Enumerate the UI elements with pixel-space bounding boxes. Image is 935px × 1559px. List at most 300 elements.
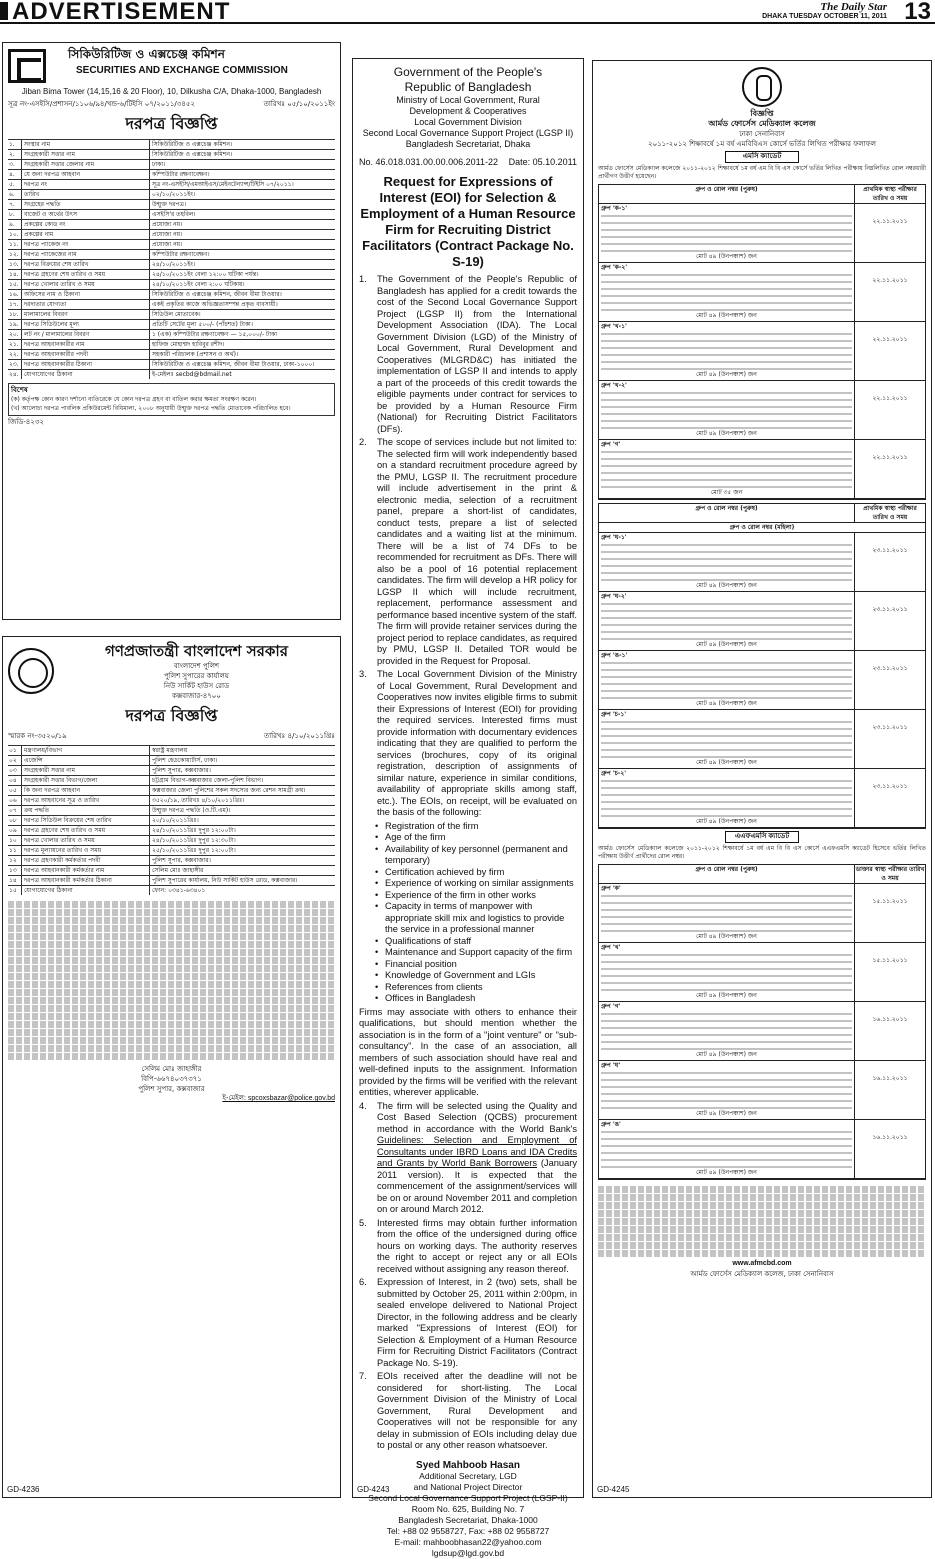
table-row	[8, 159, 335, 169]
row-number: ১৫	[8, 886, 22, 895]
sec-logo-icon	[8, 49, 46, 83]
table-row	[8, 329, 335, 339]
result-group	[599, 884, 925, 943]
afmc-intro-2: আর্মড ফোর্সেস মেডিক্যাল কলেজে ২০১১-২০১২ শিক্ষাবর্ষে ১ম বর্ষ এম বি বি এস কোর্সে এএফএমসি ক্যাডেট হিসেবে ভর্তির লিখিত পরীক্ষায় উত্তীর্ণ প্রার্থীদের রোল নম্বর।	[598, 845, 926, 860]
eoi-para-4a: The firm will be selected using the Quality and Cost Based Selection (QCBS) procurement method in accordance with the World Bank's	[377, 1100, 577, 1134]
group-total: মোট ৪৯ (উনপঞ্চাশ) জন	[696, 759, 757, 766]
exam-date: ২৩.১১.২০১১	[872, 606, 908, 613]
table-row	[8, 359, 335, 369]
row-number: ১১.	[8, 240, 22, 249]
eoi-signature-block	[359, 1460, 577, 1559]
afmc-grid-3-head	[599, 865, 925, 884]
police-masthead	[8, 641, 335, 701]
exam-date: ২৩.১১.২০১১	[872, 783, 908, 790]
sec-ref-number: সূত্র নং-এসইসি/প্রশাসন/১১০৬/৯৪/খন্ড-৬/টিইসি ০৭/২০১১/৩৪৫২	[8, 100, 195, 108]
eoi-para-7-text: EOIs received after the deadline will not be considered for short-listing. The Local Government Division of the Ministry of Local Government, Rural Development and Cooperatives will not be responsible for any delay in submission of EOIs including delay due to postal or any other reason whatsoever.	[377, 1371, 577, 1450]
roll-numbers	[601, 213, 852, 253]
row-label: দরপত্র আহবানকারী কর্মকর্তার নাম	[22, 866, 150, 875]
eoi-para-5-text: Interested firms may obtain further information from the office of the undersigned during office hours on working days. The authority reserves the right to accept or reject any or all EOIs received without assigning any reason thereof.	[377, 1217, 577, 1274]
row-number: ১৮.	[8, 310, 22, 319]
row-number: ৯.	[8, 220, 22, 229]
eoi-para-3b-text: Firms may associate with others to enhance their qualifications, but should mention whether the association is in the form of a "joint venture" or "sub-consultancy". In the case of an association, all members of such association should have real and well-defined inputs to the assignment. Information provided by the firms will be verified with the relevant entities, wherever applicable.	[359, 1006, 577, 1097]
row-value: হাফিজ মোহাম্মদ হাবিবুর রশীদ।	[152, 341, 225, 348]
row-label: সংগ্রহকারী সত্তার বিভাগ/জেলা	[22, 776, 150, 785]
eoi-project: Second Local Governance Support Project (LGSP II)	[362, 128, 574, 138]
table-row	[8, 805, 335, 815]
table-row	[8, 755, 335, 765]
roll-numbers	[601, 778, 852, 818]
exam-date: ২২.১১.২০১১	[872, 218, 908, 225]
police-sub1: বাংলাদেশ পুলিশ	[173, 662, 220, 670]
table-row	[8, 179, 335, 189]
table-row	[8, 199, 335, 209]
afmc-col-main-2: গ্রুপ ও রোল নম্বর (পুরুষ)	[599, 504, 855, 522]
sec-name-english: SECURITIES AND EXCHANGE COMMISSION	[76, 65, 288, 76]
table-row	[8, 349, 335, 359]
row-number: ২০.	[8, 330, 22, 339]
result-group	[599, 651, 925, 710]
list-item: • Offices in Bangladesh	[385, 993, 577, 1005]
row-label: দরপত্র গ্রহণের শেষ তারিখ ও সময়	[22, 826, 150, 835]
table-row	[8, 189, 335, 199]
group-total: মোট ৪৯ (উনপঞ্চাশ) জন	[696, 371, 757, 378]
result-group	[599, 710, 925, 769]
row-label: দরপত্র গ্রহণের শেষ তারিখ ও সময়	[22, 270, 150, 279]
police-signature-block	[8, 1064, 335, 1094]
header-bar-mark	[0, 2, 8, 20]
result-group	[599, 440, 925, 499]
roll-numbers	[601, 660, 852, 700]
row-label: দরপত্র আহবানের সূত্র ও তারিখ	[22, 796, 150, 805]
newspaper-name: The Daily Star	[820, 1, 887, 13]
group-total: মোট ৪৯ (উনপঞ্চাশ) জন	[696, 1051, 757, 1058]
row-label: যে জন্য দরপত্র আহবান	[22, 170, 150, 179]
row-value: ২৪/১০/২০১১খ্রিঃ দুপুর ১২:০০টা।	[152, 827, 236, 834]
row-number: ৮.	[8, 210, 22, 219]
row-label: দরপত্র প্যাকেজের নাম	[22, 250, 150, 259]
row-value: ২৪/১০/২০১১খ্রিঃ দুপুর ১২:৩০টা।	[152, 837, 236, 844]
roll-numbers	[601, 1011, 852, 1051]
row-value: ঢাকা।	[152, 161, 166, 168]
table-row	[8, 229, 335, 239]
result-group	[599, 943, 925, 1002]
eoi-para-3-text: The Local Government Division of the Ministry of Local Government, Rural Development and Cooperatives now invites eligible firms to submit their Expressions of Interest (EOI) for providing the required services. Interested firms must provide information with documentary evidences indicating that they are qualified to perform the services (brochures, copy of its original registration, description of assignments of similar nature, experience in similar conditions, availability of appropriate skills among staff, etc.). The EOIs, on receipt, will be evaluated on the basis of the following:	[377, 669, 577, 817]
eoi-para-6: 6. Expression of Interest, in 2 (two) sets, shall be submitted by October 25, 2011 within 2:00pm, in sealed envelope delivered to National Project Director, in the following address and be clearly marked "Expressions of Interest (EOI) for Selection & Employment of a Human Resource Firm for Recruiting District Facilitators (Contract Package No. S-19).	[359, 1277, 577, 1368]
sec-ad-code: জিডি-৪২৩২	[8, 419, 44, 426]
list-item: • References from clients	[385, 982, 577, 994]
row-value: সূত্র নং-এসইসি/এমআইএস/মেইনটেন্যান্স/টিইসি ০৭/২০১১।	[152, 181, 294, 188]
group-label: গ্রুপ 'ঘ'	[601, 1062, 621, 1069]
afmc-mc-cadet-badge: এমসি ক্যাডেট	[725, 151, 799, 163]
row-value: সিকিউরিটিজ ও এক্সচেঞ্জ কমিশন।	[152, 141, 233, 148]
eoi-ref-number: No. 46.018.031.00.00.006.2011-22	[359, 157, 498, 167]
sec-tender-table	[8, 139, 335, 379]
sec-name-bangla: সিকিউরিটিজ ও এক্সচেঞ্জ কমিশন	[68, 47, 225, 61]
sec-reference	[8, 99, 335, 109]
roll-numbers	[601, 719, 852, 759]
row-value: ২০/১০/২০১১খ্রিঃ।	[152, 817, 199, 824]
eoi-gov-line2: Republic of Bangladesh	[404, 80, 532, 94]
row-number: ১৭.	[8, 300, 22, 309]
roll-numbers	[601, 1129, 852, 1169]
roll-numbers	[601, 601, 852, 641]
row-number: ২৩.	[8, 360, 22, 369]
afmc-col-main: গ্রুপ ও রোল নম্বর (পুরুষ)	[599, 185, 855, 203]
afmc-grid-2-head	[599, 504, 925, 523]
result-group	[599, 381, 925, 440]
eoi-para-4: 4. The firm will be selected using the Quality and Cost Based Selection (QCBS) procurement method in accordance with the World Bank's Guidelines: Selection and Employment of Consultants under IBRD Loans and IDA Credits and Grants by World Bank Borrowers (January 2011 version). It is expected that the commencement of the assignment/services will be on or around November 2011 and completion on or around March 2012.	[359, 1100, 577, 1214]
row-label: দরপত্র আহবানকারী কর্মকর্তার ঠিকানা	[22, 876, 150, 885]
eoi-email[interactable]: E-mail: mahboobhasan22@yahoo.com	[394, 1536, 542, 1547]
page-header	[0, 0, 935, 24]
group-label: গ্রুপ 'ক'	[601, 885, 621, 892]
row-label: যোগাযোগের ঠিকানা	[22, 370, 150, 379]
table-row	[8, 309, 335, 319]
row-number: ০২	[8, 756, 22, 765]
eoi-para-1-text: The Government of the People's Republic of Bangladesh has applied for a credit towards the cost of the Second Local Governance Support Project (LGSP II) from the International Development Association (IDA). The Local Government Division (LGD) of the Ministry of Local Government, Rural Development and Cooperatives (MLGRD&C) has initiated the implementation of LGSP II and intends to apply a part of the proceeds of this credit towards the eligible payments under contract for services to be provided by a Human Resource Firm (National) for Recruiting District Facilitators (DFs).	[377, 274, 577, 434]
afmc-emblem-icon	[742, 67, 782, 107]
afmc-result-ad	[592, 60, 932, 1498]
police-signer-title: পুলিশ সুপার, কক্সবাজার	[138, 1085, 205, 1093]
eoi-secretariat: Bangladesh Secretariat, Dhaka-1000	[398, 1514, 538, 1525]
roll-numbers	[601, 449, 852, 489]
eoi-reference	[359, 156, 577, 168]
group-label: গ্রুপ 'ঙ-১'	[601, 652, 628, 659]
afmc-col-right-2: প্রাথমিক স্বাস্থ্য পরীক্ষার তারিখ ও সময়	[863, 505, 917, 521]
row-label: এজেন্সি	[22, 756, 150, 765]
row-value: সিকিউরিটিজ ও এক্সচেঞ্জ কমিশন, জীবন বীমা টাওয়ার।	[152, 291, 282, 298]
issue-date: DHAKA TUESDAY OCTOBER 11, 2011	[762, 13, 887, 20]
result-group	[599, 592, 925, 651]
row-value: এসইসি'র তহবিল।	[152, 211, 196, 218]
exam-date: ২২.১১.২০১১	[872, 336, 908, 343]
afmc-col-main-3: গ্রুপ ও রোল নম্বর (পুরুষ)	[599, 865, 855, 883]
group-total: মোট ৪৯ (উনপঞ্চাশ) জন	[696, 1110, 757, 1117]
exam-date: ১৫.১১.২০১১	[872, 898, 908, 905]
exam-date: ১৬.১১.২০১১	[872, 1134, 908, 1141]
row-label: সংগ্রহের পদ্ধতি	[22, 200, 150, 209]
table-row	[8, 825, 335, 835]
row-number: ১৩	[8, 866, 22, 875]
row-label: দরপত্র সিডিউলের মূল্য	[22, 320, 150, 329]
row-number: ০৭	[8, 806, 22, 815]
group-label: গ্রুপ 'খ-১'	[601, 323, 627, 330]
eoi-ref-date: Date: 05.10.2011	[508, 157, 577, 167]
row-label: দরপত্র নং	[22, 180, 150, 189]
roll-numbers	[601, 1070, 852, 1110]
police-memo-number: স্মারক নং-৩৫২০/১৯	[8, 732, 67, 740]
row-number: ১.	[8, 140, 22, 149]
table-row	[8, 339, 335, 349]
roll-numbers	[601, 272, 852, 312]
eoi-para-5: 5. Interested firms may obtain further information from the office of the undersigned during office hours on working days. The authority reserves the right to accept or reject any or all EOIs received without assigning any reason thereof.	[359, 1217, 577, 1274]
police-sub4: কক্সবাজার-৪৭০০	[172, 692, 221, 700]
row-label: প্রকল্পের নাম	[22, 230, 150, 239]
afmc-ad-code: GD-4245	[597, 1485, 630, 1494]
row-label: বাজেট ও অর্থের উৎস	[22, 210, 150, 219]
exam-date: ২২.১১.২০১১	[872, 454, 908, 461]
police-sub3: নিউ সার্কিট হাউস রোড	[163, 682, 230, 690]
exam-date: ২৩.১১.২০১১	[872, 724, 908, 731]
row-value: কক্সবাজার জেলা পুলিশের সকল সদস্যের জন্য রেশন সামগ্রী ক্রয়।	[152, 787, 306, 794]
group-label: গ্রুপ 'ক-২'	[601, 264, 628, 271]
table-row	[8, 319, 335, 329]
government-seal-icon	[8, 648, 54, 694]
eoi-division: Local Government Division	[414, 117, 522, 127]
group-total: মোট ৪৯ (উনপঞ্চাশ) জন	[696, 312, 757, 319]
row-label: প্রকল্পের কোড নং	[22, 220, 150, 229]
eoi-location: Bangladesh Secretariat, Dhaka	[405, 139, 531, 149]
table-row	[8, 815, 335, 825]
group-total: মোট ৪৯ (উনপঞ্চাশ) জন	[696, 430, 757, 437]
afmc-col-right: প্রাথমিক স্বাস্থ্য পরীক্ষার তারিখ ও সময়	[863, 186, 917, 202]
row-number: ১৫.	[8, 280, 22, 289]
afmc-location: ঢাকা সেনানিবাস	[739, 130, 785, 138]
exam-date: ২৩.১১.২০১১	[872, 547, 908, 554]
row-value: প্রযোজ্য নয়।	[152, 231, 183, 238]
row-value: সহকারী পরিচালক (প্রশাসন ও অর্থ)।	[152, 351, 239, 358]
row-value: সিকিউরিটিজ ও এক্সচেঞ্জ কমিশন।	[152, 151, 233, 158]
result-group	[599, 263, 925, 322]
group-total: মোট ৩৫ জন	[710, 489, 743, 496]
table-row	[8, 865, 335, 875]
row-value: সিকিউরিটিজ ও এক্সচেঞ্জ কমিশন, জীবন বীমা টাওয়ার, ঢাকা-১০০০।	[152, 361, 315, 368]
row-label: দরপত্র বিক্রয়ের শেষ তারিখ	[22, 260, 150, 269]
row-value: কম্পিউটার রক্ষণাবেক্ষণ।	[152, 251, 210, 258]
police-tender-table	[8, 745, 335, 895]
table-row	[8, 885, 335, 895]
result-group	[599, 1002, 925, 1061]
eoi-para-1: 1. The Government of the People's Republic of Bangladesh has applied for a credit towards the cost of the Second Local Governance Support Project (LGSP II) from the International Development Association (IDA). The Local Government Division (LGD) of the Ministry of Local Government, Rural Development and Cooperatives (MLGRD&C) has initiated the implementation of LGSP II and intends to apply a part of the proceeds of this credit towards the eligible payments under contract for services to be provided by a Human Resource Firm (National) for Recruiting District Facilitators (DFs).	[359, 274, 577, 434]
row-value: চট্টগ্রাম বিভাগ-কক্সবাজার জেলা-পুলিশ বিভাগ।	[152, 777, 264, 784]
row-value: সিডিউল মোতাবেক।	[152, 311, 201, 318]
row-label: তারিখ	[22, 190, 150, 199]
group-total: মোট ৪৯ (উনপঞ্চাশ) জন	[696, 641, 757, 648]
row-value: প্রতিটি সেটের মূল্য ৫০০/- (পাঁচশত) টাকা।	[152, 321, 253, 328]
exam-date: ১৬.১১.২০১১	[872, 1016, 908, 1023]
exam-date: ২২.১১.২০১১	[872, 277, 908, 284]
row-number: ২১.	[8, 340, 22, 349]
table-row	[8, 289, 335, 299]
row-value: ১ (এক) কম্পিউটার রক্ষণাবেক্ষণ — ১৫,০০০/- টাকা	[152, 331, 277, 338]
group-total: মোট ৪৯ (উনপঞ্চাশ) জন	[696, 992, 757, 999]
row-number: ২৪.	[8, 370, 22, 379]
row-label: মালামালের বিবরণ	[22, 310, 150, 319]
list-item: • Age of the firm	[385, 832, 577, 844]
eoi-phone: Tel: +88 02 9558727, Fax: +88 02 9558727	[386, 1525, 550, 1536]
police-sub2: পুলিশ সুপারের কার্যালয়	[164, 672, 229, 680]
row-value: উন্মুক্ত দরপত্র পদ্ধতি (ও.টি.এম)।	[152, 807, 231, 814]
eoi-guidelines-link[interactable]: Guidelines: Selection and Employment of Consultants under IBRD Loans and IDA Credits and Grants by World Bank Borrowers	[377, 1135, 577, 1168]
afmc-instructions	[598, 1186, 926, 1257]
row-label: দরপত্র গ্রহণকারী কর্মকর্তার পদবী	[22, 856, 150, 865]
row-number: ১১	[8, 846, 22, 855]
row-number: ৪.	[8, 170, 22, 179]
row-value: ২৪/১০/২০১১ইং বেলা ২:০০ ঘটিকায়।	[152, 281, 245, 288]
afmc-col-right-3: ডাক্তার স্বাস্থ্য পরীক্ষার তারিখ ও সময়	[855, 866, 925, 882]
group-label: গ্রুপ 'চ-১'	[601, 711, 627, 718]
row-value: ৩৫২০/১৯, তারিখঃ ৪/১০/২০১১খ্রিঃ।	[152, 797, 245, 804]
row-value: ২৫/১০/২০১১খ্রিঃ দুপুর ১২:০০টা।	[152, 847, 236, 854]
section-title: ADVERTISEMENT	[12, 0, 231, 25]
table-row	[8, 775, 335, 785]
row-value: স্বরাষ্ট্র মন্ত্রণালয়	[152, 747, 188, 754]
row-value: কম্পিউটার রক্ষণাবেক্ষণ।	[152, 171, 210, 178]
row-number: ১২.	[8, 250, 22, 259]
group-label: গ্রুপ 'খ-২'	[601, 382, 627, 389]
table-row	[8, 249, 335, 259]
eoi-gov-line1: Government of the People's	[393, 65, 543, 79]
result-group	[599, 1061, 925, 1120]
result-group	[599, 322, 925, 381]
eoi-ministry: Ministry of Local Government, Rural	[396, 95, 540, 105]
afmc-result-title: ২০১১-২০১২ শিক্ষাবর্ষে ১ম বর্ষ এমবিবিএস কোর্সে ভর্তির লিখিত পরীক্ষার ফলাফল	[648, 140, 876, 148]
group-total: মোট ৪৯ (উনপঞ্চাশ) জন	[696, 933, 757, 940]
row-number: ১৯.	[8, 320, 22, 329]
eoi-para-3b	[359, 1007, 577, 1099]
table-row	[8, 845, 335, 855]
row-label: সংগ্রহকারী সত্তার জেলার নাম	[22, 160, 150, 169]
sec-address: Jiban Bima Tower (14,15,16 & 20 Floor), 10, Dilkusha C/A, Dhaka-1000, Bangladesh	[21, 87, 322, 96]
result-group	[599, 1120, 925, 1179]
afmc-website-link[interactable]: www.afmcbd.com	[732, 1260, 792, 1267]
eoi-email-2[interactable]: lgdsup@lgd.gov.bd	[431, 1547, 505, 1558]
afmc-afmc-cadet-badge: এএফএমসি ক্যাডেট	[725, 831, 799, 843]
list-item: • Availability of key personnel (permanent and temporary)	[385, 844, 577, 867]
eoi-para-7: 7. EOIs received after the deadline will not be considered for short-listing. The Local Government Division of the Ministry of Local Government, Rural Development and Cooperatives will not be responsible for any delay in submission of EOIs including delay due to postal or any other reason whatsoever.	[359, 1371, 577, 1450]
police-notice-title: দরপত্র বিজ্ঞপ্তি	[125, 706, 218, 725]
eoi-ad	[352, 58, 584, 1558]
row-label: লট নং / মালামালের বিবরণ	[22, 330, 150, 339]
row-number: ১৩.	[8, 260, 22, 269]
row-value: ২৪/১০/২০১১ইং বেলা ১২:০০ ঘটিকা পর্যন্ত।	[152, 271, 259, 278]
row-number: ০১	[8, 746, 22, 755]
sec-tender-ad	[2, 42, 341, 620]
table-row	[8, 279, 335, 289]
eoi-para-2-text: The scope of services include but not limited to: The selected firm will work independently based on a standard recruitment procedure agreed by the PMU, LGSP II. The recruitment procedure will include advertisement in the print & electronic media, selection of a recruitment panel, prepare a short-list of candidates, conduct tests, prepare a list of selected candidates and a waiting list at the minimum. There will be a list of 74 DFs to be recommended for recruitment as DFs. There will also be a pool of 16 potential replacement candidates. The firm will develop a HR policy for LGSP II which will include recruitment, replacement, performance assessment and performance based incentive system of the staff. The firm will provide retainer services during the project period to replace candidates, as required by PMU, LGSP II. Detailed TOR would be provided in the Request for Proposal.	[377, 437, 577, 666]
row-label: দরপত্র খোলার তারিখ ও সময়	[22, 836, 150, 845]
row-value: উন্মুক্ত দরপত্র।	[152, 201, 187, 208]
exam-date: ১৬.১১.২০১১	[872, 1075, 908, 1082]
table-row	[8, 259, 335, 269]
row-number: ১৪	[8, 876, 22, 885]
row-value: প্রযোজ্য নয়।	[152, 241, 183, 248]
sec-ref-date: তারিখঃ ০৫/১০/২০১১ইং	[263, 100, 335, 108]
table-row	[8, 299, 335, 309]
eoi-room: Room No. 625, Building No. 7	[411, 1503, 525, 1514]
list-item: • Experience of working on similar assignments	[385, 878, 577, 890]
roll-numbers	[601, 331, 852, 371]
row-number: ০৫	[8, 786, 22, 795]
row-number: ০৩	[8, 766, 22, 775]
row-label: দরপত্র আহবানকারীর নাম	[22, 340, 150, 349]
sec-note-b	[11, 404, 332, 413]
roll-numbers	[601, 390, 852, 430]
afmc-grid-1	[598, 184, 926, 500]
afmc-intro: আর্মড ফোর্সেস মেডিক্যাল কলেজে ২০১১-২০১২ শিক্ষাবর্ষে ১ম বর্ষ এম বি বি এস কোর্সে ভর্তির লিখিত পরীক্ষায় নিম্নলিখিত রোল নম্বরধারী প্রার্থীগণ উত্তীর্ণ হয়েছেন।	[598, 165, 926, 180]
sec-masthead	[8, 47, 335, 87]
table-row	[8, 795, 335, 805]
row-number: ০৬	[8, 796, 22, 805]
row-value: পুলিশ সুপার, কক্সবাজার।	[152, 857, 211, 864]
group-label: গ্রুপ 'ঙ'	[601, 1121, 621, 1128]
row-number: ০৮	[8, 816, 22, 825]
table-row	[8, 149, 335, 159]
afmc-grid-2	[598, 503, 926, 829]
table-row	[8, 239, 335, 249]
row-number: ১২	[8, 856, 22, 865]
table-row	[8, 219, 335, 229]
eoi-ad-code: GD-4243	[357, 1485, 390, 1494]
list-item: • Financial position	[385, 959, 577, 971]
row-label: সংস্থার নাম	[22, 140, 150, 149]
afmc-notice: বিজ্ঞপ্তি	[750, 109, 774, 118]
row-number: ৫.	[8, 180, 22, 189]
sec-note-b-text: (খ) আলোচ্য দরপত্র পাবলিক প্রকিউরমেন্ট বিধিমালা, ২০০৮ অনুযায়ী উন্মুক্ত দরপত্র পদ্ধতি মোতাবেক পরিচালিত হবে।	[11, 405, 291, 412]
row-number: ১০.	[8, 230, 22, 239]
group-total: মোট ৪৯ (উনপঞ্চাশ) জন	[696, 700, 757, 707]
row-number: ৬.	[8, 190, 22, 199]
row-label: দরপত্র আহবানকারীর পদবী	[22, 350, 150, 359]
roll-numbers	[601, 542, 852, 582]
row-label: মন্ত্রণালয়/বিভাগ	[22, 746, 150, 755]
roll-numbers	[601, 952, 852, 992]
exam-date: ২২.১১.২০১১	[872, 395, 908, 402]
police-tender-ad	[2, 636, 341, 1498]
row-label: দরপত্র আহবানকারীর ঠিকানা	[22, 360, 150, 369]
eoi-signer-name: Syed Mahboob Hasan	[416, 1459, 520, 1471]
table-row	[8, 169, 335, 179]
police-gov-title: গণপ্রজাতন্ত্রী বাংলাদেশ সরকার	[105, 642, 288, 660]
exam-date: ১৫.১১.২০১১	[872, 957, 908, 964]
row-number: ৩.	[8, 160, 22, 169]
table-row	[8, 785, 335, 795]
table-row	[8, 369, 335, 379]
group-total: মোট ৪৯ (উনপঞ্চাশ) জন	[696, 253, 757, 260]
row-label: অফিসের নাম ও ঠিকানা	[22, 290, 150, 299]
row-label: দরপত্র খোলার তারিখ ও সময়	[22, 280, 150, 289]
list-item: • Maintenance and Support capacity of the firm	[385, 947, 577, 959]
police-email-link[interactable]: ই-মেইল: spcoxsbazar@police.gov.bd	[222, 1095, 335, 1102]
row-label: দরপত্র প্যাকেজ নং	[22, 240, 150, 249]
list-item: • Knowledge of Government and LGIs	[385, 970, 577, 982]
row-number: ২.	[8, 150, 22, 159]
table-row	[8, 875, 335, 885]
page-number: 13	[904, 0, 931, 25]
row-value: পুলিশ সুপারের কার্যালয়, নিউ সার্কিট হাউস রোড, কক্সবাজার।	[152, 877, 298, 884]
sec-note-title: বিশেষ	[11, 386, 28, 394]
list-item: • Certification achieved by firm	[385, 867, 577, 879]
police-signer-name: সেলিম মোঃ জাহাঙ্গীর	[141, 1065, 202, 1073]
row-value: প্রযোজ্য নয়।	[152, 221, 183, 228]
eoi-signer-title: Additional Secretary, LGD	[419, 1470, 517, 1481]
row-number: ১৪.	[8, 270, 22, 279]
row-number: ২২.	[8, 350, 22, 359]
row-label: ক্রয় পদ্ধতি	[22, 806, 150, 815]
row-number: ১৬.	[8, 290, 22, 299]
row-label: দরপত্র সিডিউল বিক্রয়ের শেষ তারিখ	[22, 816, 150, 825]
sec-notice-title: দরপত্র বিজ্ঞপ্তি	[125, 114, 218, 133]
police-ad-code: GD-4236	[7, 1485, 40, 1494]
row-label: সংগ্রহকারী সত্তার নাম	[22, 150, 150, 159]
row-number: ০৯	[8, 826, 22, 835]
list-item: • Registration of the firm	[385, 821, 577, 833]
group-label: গ্রুপ 'ঘ-২'	[601, 593, 627, 600]
afmc-grid-3	[598, 864, 926, 1180]
eoi-title: Request for Expressions of Interest (EOI) for Selection & Employment of a Human Resource Firm for Recruiting District Facilitators (Contract Package No. S-19)	[360, 174, 576, 269]
row-label: সংগ্রহকারী সত্তার নাম	[22, 766, 150, 775]
row-value: পুলিশ সুপার, কক্সবাজার।	[152, 767, 211, 774]
